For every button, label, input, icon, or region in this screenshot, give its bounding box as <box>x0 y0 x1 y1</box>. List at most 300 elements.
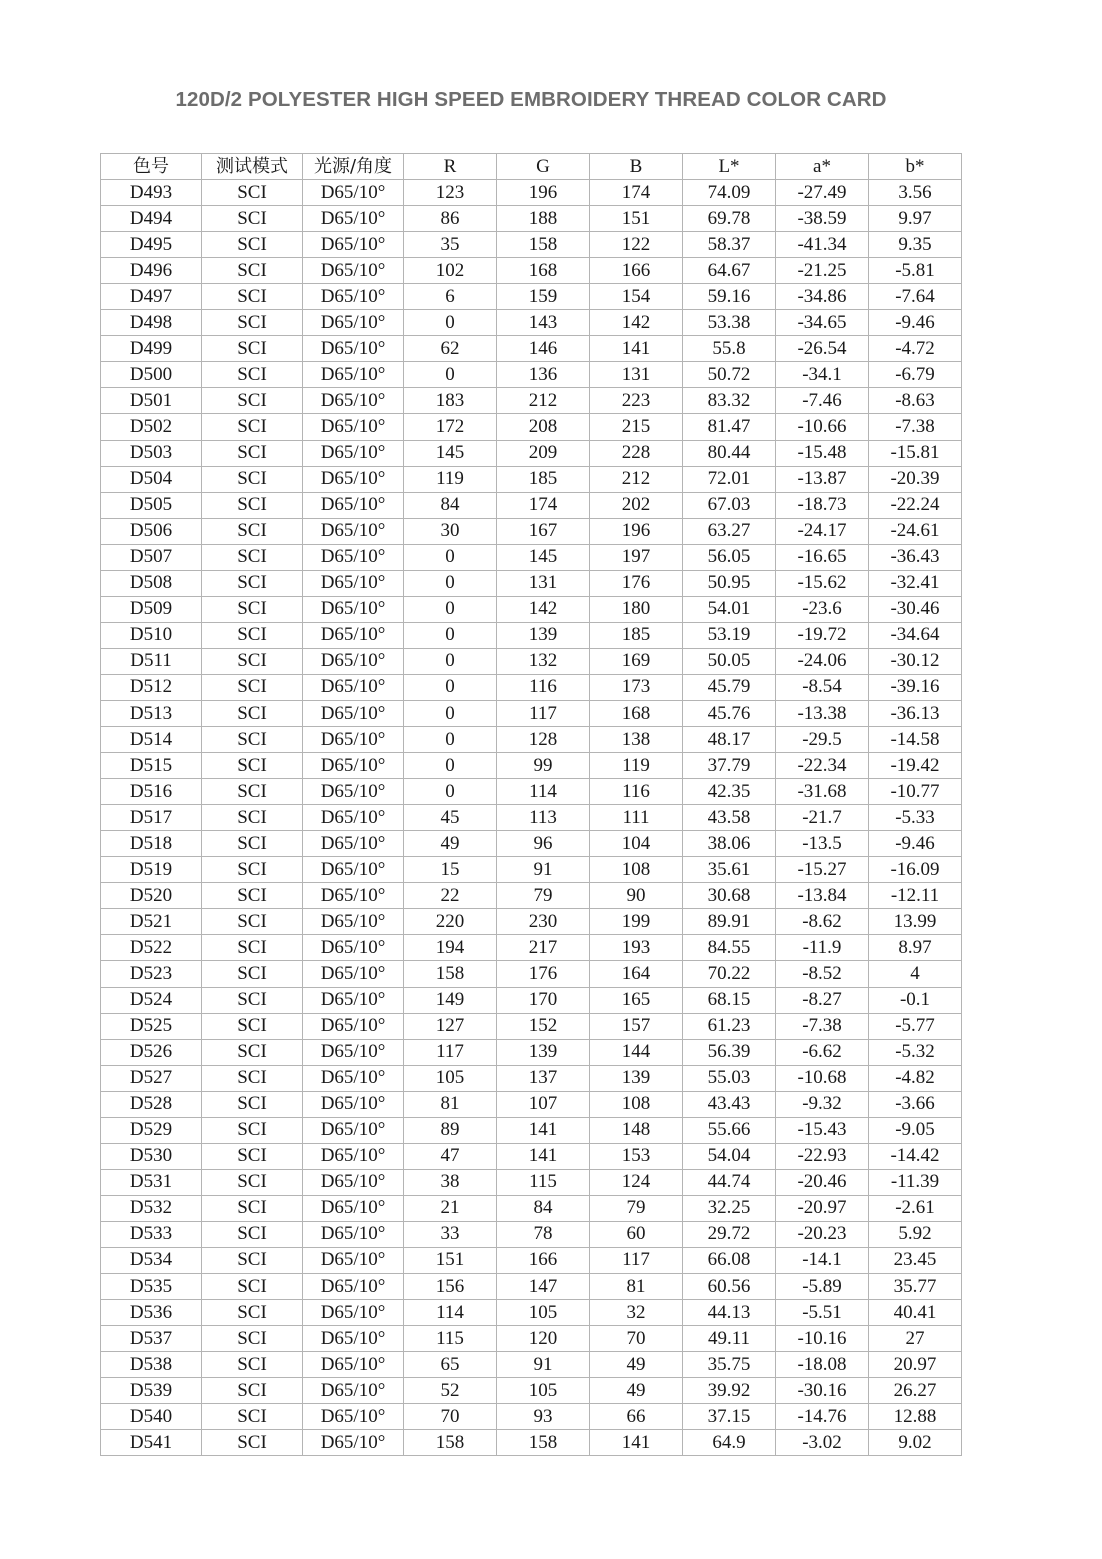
cell-r: 0 <box>404 753 497 779</box>
cell-g: 208 <box>497 414 590 440</box>
table-row <box>101 258 962 284</box>
cell-g: 128 <box>497 727 590 753</box>
cell-g: 114 <box>497 779 590 805</box>
cell-color-code: D538 <box>101 1352 202 1378</box>
cell-l: 59.16 <box>683 284 776 310</box>
cell-b: 60 <box>590 1221 683 1247</box>
cell-l: 72.01 <box>683 466 776 492</box>
cell-r: 86 <box>404 206 497 232</box>
cell-g: 115 <box>497 1169 590 1195</box>
cell-r: 0 <box>404 648 497 674</box>
cell-b: 169 <box>590 648 683 674</box>
cell-color-code: D536 <box>101 1300 202 1326</box>
cell-a: -38.59 <box>776 206 869 232</box>
cell-b-star: 4 <box>869 961 962 987</box>
cell-l: 37.79 <box>683 753 776 779</box>
cell-l: 69.78 <box>683 206 776 232</box>
cell-color-code: D541 <box>101 1430 202 1456</box>
cell-color-code: D504 <box>101 466 202 492</box>
header-illuminant: 光源/角度 <box>303 154 404 180</box>
cell-test-mode: SCI <box>202 909 303 935</box>
table-row <box>101 753 962 779</box>
cell-b: 193 <box>590 935 683 961</box>
cell-test-mode: SCI <box>202 1169 303 1195</box>
cell-illuminant: D65/10° <box>303 1352 404 1378</box>
cell-a: -15.48 <box>776 440 869 466</box>
cell-b-star: -19.42 <box>869 753 962 779</box>
cell-r: 172 <box>404 414 497 440</box>
table-row <box>101 727 962 753</box>
cell-a: -7.46 <box>776 388 869 414</box>
table-row <box>101 622 962 648</box>
cell-r: 114 <box>404 1300 497 1326</box>
cell-b: 174 <box>590 180 683 206</box>
cell-test-mode: SCI <box>202 1195 303 1221</box>
cell-r: 220 <box>404 909 497 935</box>
cell-g: 117 <box>497 700 590 726</box>
cell-b-star: 5.92 <box>869 1221 962 1247</box>
cell-test-mode: SCI <box>202 805 303 831</box>
table-row <box>101 1247 962 1273</box>
cell-b: 108 <box>590 1091 683 1117</box>
cell-test-mode: SCI <box>202 518 303 544</box>
cell-l: 83.32 <box>683 388 776 414</box>
cell-r: 156 <box>404 1274 497 1300</box>
cell-g: 168 <box>497 258 590 284</box>
cell-r: 33 <box>404 1221 497 1247</box>
cell-b-star: -30.12 <box>869 648 962 674</box>
cell-test-mode: SCI <box>202 1300 303 1326</box>
cell-b: 104 <box>590 831 683 857</box>
cell-illuminant: D65/10° <box>303 674 404 700</box>
cell-test-mode: SCI <box>202 727 303 753</box>
cell-l: 80.44 <box>683 440 776 466</box>
cell-a: -13.84 <box>776 883 869 909</box>
cell-b: 144 <box>590 1039 683 1065</box>
cell-b-star: 35.77 <box>869 1274 962 1300</box>
cell-a: -21.25 <box>776 258 869 284</box>
cell-b: 223 <box>590 388 683 414</box>
cell-color-code: D535 <box>101 1274 202 1300</box>
cell-test-mode: SCI <box>202 700 303 726</box>
cell-r: 38 <box>404 1169 497 1195</box>
cell-r: 117 <box>404 1039 497 1065</box>
table-row <box>101 674 962 700</box>
cell-r: 21 <box>404 1195 497 1221</box>
cell-r: 0 <box>404 700 497 726</box>
cell-b-star: -36.13 <box>869 700 962 726</box>
cell-test-mode: SCI <box>202 674 303 700</box>
cell-a: -15.62 <box>776 570 869 596</box>
cell-color-code: D537 <box>101 1326 202 1352</box>
cell-r: 119 <box>404 466 497 492</box>
cell-b-star: -4.72 <box>869 336 962 362</box>
cell-b-star: -5.81 <box>869 258 962 284</box>
cell-r: 102 <box>404 258 497 284</box>
cell-l: 48.17 <box>683 727 776 753</box>
cell-b: 148 <box>590 1117 683 1143</box>
table-row <box>101 414 962 440</box>
table-row <box>101 779 962 805</box>
cell-g: 120 <box>497 1326 590 1352</box>
table-row <box>101 466 962 492</box>
cell-r: 15 <box>404 857 497 883</box>
cell-color-code: D529 <box>101 1117 202 1143</box>
cell-test-mode: SCI <box>202 1221 303 1247</box>
table-row <box>101 492 962 518</box>
table-row <box>101 987 962 1013</box>
cell-a: -27.49 <box>776 180 869 206</box>
cell-a: -14.76 <box>776 1404 869 1430</box>
table-row <box>101 1221 962 1247</box>
cell-illuminant: D65/10° <box>303 831 404 857</box>
cell-color-code: D528 <box>101 1091 202 1117</box>
cell-illuminant: D65/10° <box>303 180 404 206</box>
cell-test-mode: SCI <box>202 857 303 883</box>
cell-r: 151 <box>404 1247 497 1273</box>
table-row <box>101 336 962 362</box>
cell-color-code: D499 <box>101 336 202 362</box>
cell-a: -10.68 <box>776 1065 869 1091</box>
cell-b: 139 <box>590 1065 683 1091</box>
cell-g: 209 <box>497 440 590 466</box>
cell-r: 0 <box>404 544 497 570</box>
cell-g: 105 <box>497 1300 590 1326</box>
cell-color-code: D510 <box>101 622 202 648</box>
cell-r: 0 <box>404 674 497 700</box>
cell-l: 55.03 <box>683 1065 776 1091</box>
cell-g: 84 <box>497 1195 590 1221</box>
cell-b: 117 <box>590 1247 683 1273</box>
cell-b-star: -12.11 <box>869 883 962 909</box>
cell-color-code: D525 <box>101 1013 202 1039</box>
cell-illuminant: D65/10° <box>303 310 404 336</box>
cell-color-code: D534 <box>101 1247 202 1273</box>
cell-a: -21.7 <box>776 805 869 831</box>
cell-l: 39.92 <box>683 1378 776 1404</box>
table-row <box>101 440 962 466</box>
cell-r: 105 <box>404 1065 497 1091</box>
cell-r: 47 <box>404 1143 497 1169</box>
cell-test-mode: SCI <box>202 1274 303 1300</box>
cell-g: 174 <box>497 492 590 518</box>
cell-b: 142 <box>590 310 683 336</box>
color-card-table <box>100 153 962 1456</box>
cell-g: 78 <box>497 1221 590 1247</box>
cell-b: 157 <box>590 1013 683 1039</box>
header-l: L* <box>683 154 776 180</box>
cell-l: 44.13 <box>683 1300 776 1326</box>
cell-g: 167 <box>497 518 590 544</box>
cell-test-mode: SCI <box>202 1065 303 1091</box>
cell-b-star: -2.61 <box>869 1195 962 1221</box>
cell-illuminant: D65/10° <box>303 727 404 753</box>
header-r: R <box>404 154 497 180</box>
table-row <box>101 1430 962 1456</box>
cell-illuminant: D65/10° <box>303 1430 404 1456</box>
cell-a: -34.1 <box>776 362 869 388</box>
cell-r: 127 <box>404 1013 497 1039</box>
table-row <box>101 1300 962 1326</box>
cell-color-code: D498 <box>101 310 202 336</box>
cell-illuminant: D65/10° <box>303 258 404 284</box>
cell-b-star: -14.42 <box>869 1143 962 1169</box>
cell-illuminant: D65/10° <box>303 1065 404 1091</box>
table-row <box>101 1117 962 1143</box>
cell-color-code: D515 <box>101 753 202 779</box>
cell-b: 131 <box>590 362 683 388</box>
cell-g: 158 <box>497 1430 590 1456</box>
header-test-mode: 测试模式 <box>202 154 303 180</box>
cell-a: -8.54 <box>776 674 869 700</box>
cell-b-star: -32.41 <box>869 570 962 596</box>
cell-b: 202 <box>590 492 683 518</box>
cell-illuminant: D65/10° <box>303 206 404 232</box>
cell-color-code: D519 <box>101 857 202 883</box>
cell-b-star: -15.81 <box>869 440 962 466</box>
cell-g: 158 <box>497 232 590 258</box>
cell-color-code: D507 <box>101 544 202 570</box>
table-row <box>101 805 962 831</box>
cell-test-mode: SCI <box>202 336 303 362</box>
cell-illuminant: D65/10° <box>303 492 404 518</box>
cell-l: 89.91 <box>683 909 776 935</box>
cell-color-code: D540 <box>101 1404 202 1430</box>
cell-b-star: -20.39 <box>869 466 962 492</box>
cell-test-mode: SCI <box>202 1039 303 1065</box>
cell-g: 113 <box>497 805 590 831</box>
cell-b: 180 <box>590 596 683 622</box>
cell-a: -19.72 <box>776 622 869 648</box>
cell-color-code: D516 <box>101 779 202 805</box>
cell-l: 49.11 <box>683 1326 776 1352</box>
cell-b: 111 <box>590 805 683 831</box>
cell-l: 67.03 <box>683 492 776 518</box>
cell-color-code: D522 <box>101 935 202 961</box>
cell-l: 37.15 <box>683 1404 776 1430</box>
cell-b-star: -6.79 <box>869 362 962 388</box>
cell-r: 45 <box>404 805 497 831</box>
cell-b-star: -0.1 <box>869 987 962 1013</box>
cell-color-code: D532 <box>101 1195 202 1221</box>
cell-g: 212 <box>497 388 590 414</box>
cell-b-star: 13.99 <box>869 909 962 935</box>
cell-illuminant: D65/10° <box>303 414 404 440</box>
cell-r: 0 <box>404 362 497 388</box>
table-row <box>101 544 962 570</box>
cell-test-mode: SCI <box>202 596 303 622</box>
cell-b-star: 9.35 <box>869 232 962 258</box>
cell-g: 143 <box>497 310 590 336</box>
cell-b-star: -7.38 <box>869 414 962 440</box>
cell-b-star: -5.32 <box>869 1039 962 1065</box>
cell-b-star: -7.64 <box>869 284 962 310</box>
cell-g: 142 <box>497 596 590 622</box>
cell-b: 196 <box>590 518 683 544</box>
cell-b: 153 <box>590 1143 683 1169</box>
cell-a: -15.43 <box>776 1117 869 1143</box>
cell-illuminant: D65/10° <box>303 1404 404 1430</box>
cell-illuminant: D65/10° <box>303 935 404 961</box>
cell-a: -34.65 <box>776 310 869 336</box>
cell-l: 43.58 <box>683 805 776 831</box>
cell-illuminant: D65/10° <box>303 1326 404 1352</box>
cell-g: 132 <box>497 648 590 674</box>
cell-l: 64.67 <box>683 258 776 284</box>
cell-a: -6.62 <box>776 1039 869 1065</box>
cell-test-mode: SCI <box>202 466 303 492</box>
cell-b: 81 <box>590 1274 683 1300</box>
cell-b-star: -3.66 <box>869 1091 962 1117</box>
cell-b-star: -24.61 <box>869 518 962 544</box>
cell-b-star: -11.39 <box>869 1169 962 1195</box>
cell-illuminant: D65/10° <box>303 779 404 805</box>
cell-l: 70.22 <box>683 961 776 987</box>
cell-l: 35.61 <box>683 857 776 883</box>
cell-color-code: D505 <box>101 492 202 518</box>
cell-b: 122 <box>590 232 683 258</box>
cell-illuminant: D65/10° <box>303 1013 404 1039</box>
cell-l: 84.55 <box>683 935 776 961</box>
cell-illuminant: D65/10° <box>303 1091 404 1117</box>
cell-test-mode: SCI <box>202 544 303 570</box>
cell-a: -8.62 <box>776 909 869 935</box>
cell-r: 115 <box>404 1326 497 1352</box>
cell-color-code: D502 <box>101 414 202 440</box>
cell-a: -7.38 <box>776 1013 869 1039</box>
cell-g: 145 <box>497 544 590 570</box>
cell-test-mode: SCI <box>202 180 303 206</box>
cell-b: 228 <box>590 440 683 466</box>
cell-g: 170 <box>497 987 590 1013</box>
cell-illuminant: D65/10° <box>303 518 404 544</box>
cell-g: 196 <box>497 180 590 206</box>
table-row <box>101 1065 962 1091</box>
cell-illuminant: D65/10° <box>303 909 404 935</box>
cell-illuminant: D65/10° <box>303 1274 404 1300</box>
cell-l: 30.68 <box>683 883 776 909</box>
cell-l: 50.95 <box>683 570 776 596</box>
cell-l: 60.56 <box>683 1274 776 1300</box>
table-row <box>101 700 962 726</box>
cell-b-star: -9.46 <box>869 310 962 336</box>
cell-l: 68.15 <box>683 987 776 1013</box>
cell-r: 0 <box>404 622 497 648</box>
cell-r: 0 <box>404 596 497 622</box>
cell-g: 96 <box>497 831 590 857</box>
cell-a: -15.27 <box>776 857 869 883</box>
header-a: a* <box>776 154 869 180</box>
cell-illuminant: D65/10° <box>303 1221 404 1247</box>
cell-b-star: -39.16 <box>869 674 962 700</box>
cell-illuminant: D65/10° <box>303 1378 404 1404</box>
cell-l: 44.74 <box>683 1169 776 1195</box>
cell-b-star: -8.63 <box>869 388 962 414</box>
table-row <box>101 284 962 310</box>
cell-illuminant: D65/10° <box>303 622 404 648</box>
cell-a: -18.08 <box>776 1352 869 1378</box>
cell-color-code: D530 <box>101 1143 202 1169</box>
cell-illuminant: D65/10° <box>303 362 404 388</box>
cell-test-mode: SCI <box>202 284 303 310</box>
cell-r: 0 <box>404 570 497 596</box>
cell-test-mode: SCI <box>202 831 303 857</box>
cell-test-mode: SCI <box>202 935 303 961</box>
cell-r: 0 <box>404 727 497 753</box>
cell-test-mode: SCI <box>202 570 303 596</box>
cell-b: 199 <box>590 909 683 935</box>
cell-l: 58.37 <box>683 232 776 258</box>
cell-l: 43.43 <box>683 1091 776 1117</box>
cell-test-mode: SCI <box>202 753 303 779</box>
cell-b-star: 8.97 <box>869 935 962 961</box>
cell-illuminant: D65/10° <box>303 284 404 310</box>
cell-l: 64.9 <box>683 1430 776 1456</box>
cell-illuminant: D65/10° <box>303 596 404 622</box>
table-body <box>101 180 962 1456</box>
table-row <box>101 1352 962 1378</box>
table-row <box>101 831 962 857</box>
cell-l: 81.47 <box>683 414 776 440</box>
table-row <box>101 1039 962 1065</box>
cell-g: 116 <box>497 674 590 700</box>
cell-r: 65 <box>404 1352 497 1378</box>
cell-color-code: D493 <box>101 180 202 206</box>
cell-r: 158 <box>404 1430 497 1456</box>
header-g: G <box>497 154 590 180</box>
cell-illuminant: D65/10° <box>303 544 404 570</box>
cell-test-mode: SCI <box>202 1430 303 1456</box>
cell-r: 89 <box>404 1117 497 1143</box>
cell-illuminant: D65/10° <box>303 753 404 779</box>
cell-color-code: D500 <box>101 362 202 388</box>
cell-g: 176 <box>497 961 590 987</box>
cell-g: 141 <box>497 1143 590 1169</box>
cell-b-star: -16.09 <box>869 857 962 883</box>
table-row <box>101 232 962 258</box>
cell-r: 194 <box>404 935 497 961</box>
cell-g: 105 <box>497 1378 590 1404</box>
cell-l: 66.08 <box>683 1247 776 1273</box>
cell-g: 107 <box>497 1091 590 1117</box>
cell-a: -5.89 <box>776 1274 869 1300</box>
cell-illuminant: D65/10° <box>303 805 404 831</box>
cell-test-mode: SCI <box>202 492 303 518</box>
cell-a: -30.16 <box>776 1378 869 1404</box>
cell-a: -24.06 <box>776 648 869 674</box>
cell-a: -20.23 <box>776 1221 869 1247</box>
cell-test-mode: SCI <box>202 1378 303 1404</box>
cell-color-code: D506 <box>101 518 202 544</box>
cell-a: -13.87 <box>776 466 869 492</box>
cell-g: 166 <box>497 1247 590 1273</box>
cell-a: -22.93 <box>776 1143 869 1169</box>
cell-test-mode: SCI <box>202 440 303 466</box>
cell-b-star: -34.64 <box>869 622 962 648</box>
cell-r: 183 <box>404 388 497 414</box>
cell-color-code: D512 <box>101 674 202 700</box>
cell-illuminant: D65/10° <box>303 1143 404 1169</box>
cell-test-mode: SCI <box>202 414 303 440</box>
table-row <box>101 909 962 935</box>
cell-test-mode: SCI <box>202 362 303 388</box>
cell-b-star: -5.33 <box>869 805 962 831</box>
cell-b-star: 20.97 <box>869 1352 962 1378</box>
cell-test-mode: SCI <box>202 961 303 987</box>
cell-g: 139 <box>497 622 590 648</box>
cell-b: 49 <box>590 1352 683 1378</box>
cell-b: 49 <box>590 1378 683 1404</box>
